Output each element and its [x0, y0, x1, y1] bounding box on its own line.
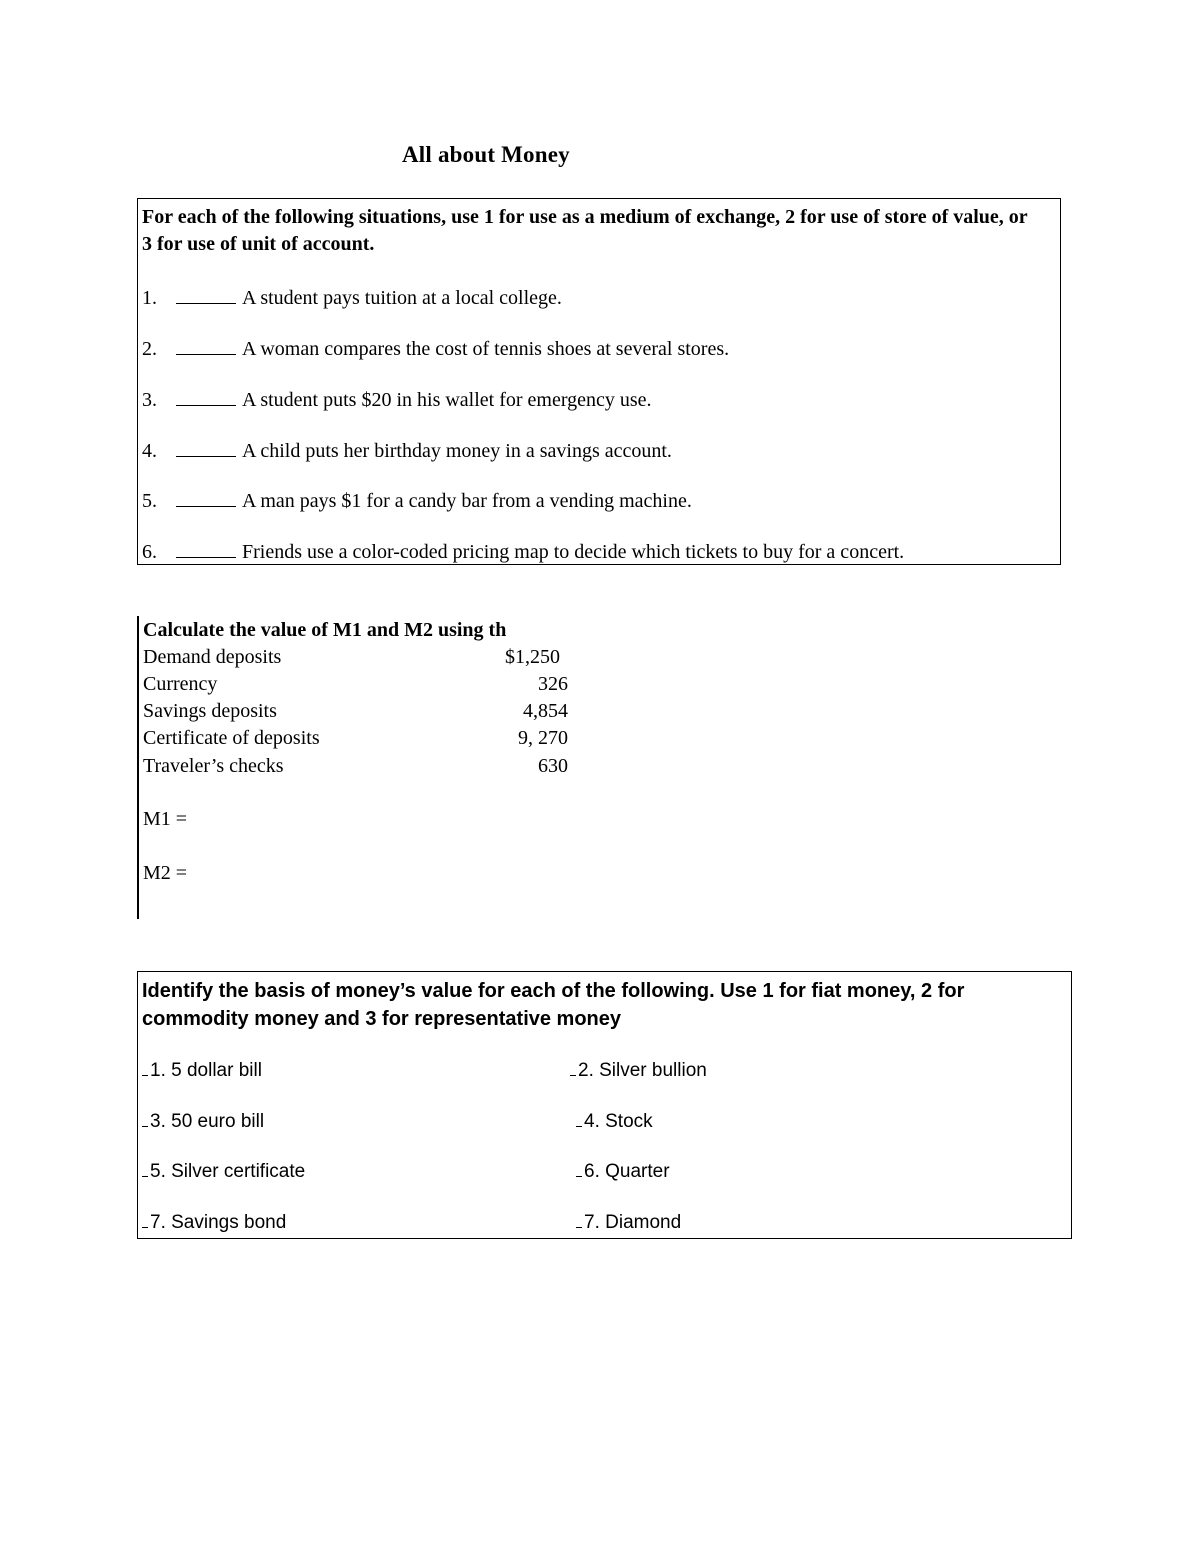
item-number: 4. — [142, 440, 157, 462]
item-text: A student puts $20 in his wallet for emergency use. — [242, 389, 652, 411]
row-label: Certificate of deposits — [143, 727, 320, 749]
item-text: A student pays tuition at a local college. — [242, 287, 562, 309]
item-text: A man pays $1 for a candy bar from a vending machine. — [242, 490, 692, 512]
section2-heading: Calculate the value of M1 and M2 using th — [143, 619, 507, 641]
item-number: 2. — [142, 338, 157, 360]
row-value: 9, 270 — [518, 727, 568, 749]
money-basis-box — [137, 971, 1072, 1239]
item-number: 1. — [142, 287, 157, 309]
answer-blank[interactable] — [142, 1061, 148, 1076]
section1-instructions: For each of the following situations, use 1 for use as a medium of exchange, 2 for use of store of value, or 3 for use of unit of account. — [142, 206, 1028, 255]
row-label: Demand deposits — [143, 646, 282, 668]
item-number: 6. — [142, 541, 157, 563]
row-label: Currency — [143, 673, 218, 695]
answer-blank[interactable] — [576, 1162, 582, 1177]
answer-blank[interactable] — [176, 387, 236, 406]
answer-blank[interactable] — [176, 539, 236, 558]
answer-blank[interactable] — [176, 488, 236, 507]
list-item — [576, 1111, 653, 1133]
item-text: 7. Savings bond — [150, 1212, 287, 1233]
list-item — [142, 1060, 262, 1082]
list-item — [576, 1161, 670, 1183]
answer-blank[interactable] — [176, 285, 236, 304]
page-title: All about Money — [402, 142, 570, 167]
answer-blank[interactable] — [142, 1162, 148, 1177]
list-item — [142, 488, 692, 513]
row-label: Traveler’s checks — [143, 755, 284, 777]
answer-blank[interactable] — [570, 1061, 576, 1076]
item-text: 2. Silver bullion — [578, 1060, 707, 1081]
item-number: 3. — [142, 389, 157, 411]
answer-blank[interactable] — [142, 1112, 148, 1127]
row-value: 326 — [538, 673, 568, 695]
item-text: A woman compares the cost of tennis shoes at several stores. — [242, 338, 730, 360]
item-text: 6. Quarter — [584, 1161, 670, 1182]
list-item — [576, 1212, 681, 1234]
section3-instructions: Identify the basis of money’s value for each of the following. Use 1 for fiat money, 2 for commodity money and 3 for representative money — [142, 980, 965, 1030]
exchange-functions-box — [137, 198, 1061, 565]
row-value: 4,854 — [523, 700, 568, 722]
list-item — [142, 1161, 305, 1183]
list-item — [142, 1212, 286, 1234]
item-text: Friends use a color-coded pricing map to decide which tickets to buy for a concert. — [242, 541, 905, 563]
row-value: 630 — [538, 755, 568, 777]
row-value: $1,250 — [505, 646, 560, 668]
section2-border — [137, 616, 139, 919]
list-item — [142, 285, 562, 310]
list-item — [142, 539, 904, 564]
list-item — [570, 1060, 707, 1082]
answer-blank[interactable] — [576, 1112, 582, 1127]
item-text: A child puts her birthday money in a savings account. — [242, 440, 672, 462]
list-item — [142, 438, 672, 463]
answer-blank[interactable] — [176, 336, 236, 355]
item-number: 5. — [142, 490, 157, 512]
answer-blank[interactable] — [576, 1213, 582, 1228]
m1-answer[interactable]: M1 = — [143, 808, 188, 830]
row-label: Savings deposits — [143, 700, 277, 722]
m2-answer[interactable]: M2 = — [143, 862, 188, 884]
item-text: 4. Stock — [584, 1111, 653, 1132]
item-text: 7. Diamond — [584, 1212, 682, 1233]
item-text: 3. 50 euro bill — [150, 1111, 265, 1132]
list-item — [142, 1111, 264, 1133]
item-text: 1. 5 dollar bill — [150, 1060, 262, 1081]
list-item — [142, 336, 729, 361]
answer-blank[interactable] — [142, 1213, 148, 1228]
answer-blank[interactable] — [176, 438, 236, 457]
item-text: 5. Silver certificate — [150, 1161, 306, 1182]
list-item — [142, 387, 652, 412]
